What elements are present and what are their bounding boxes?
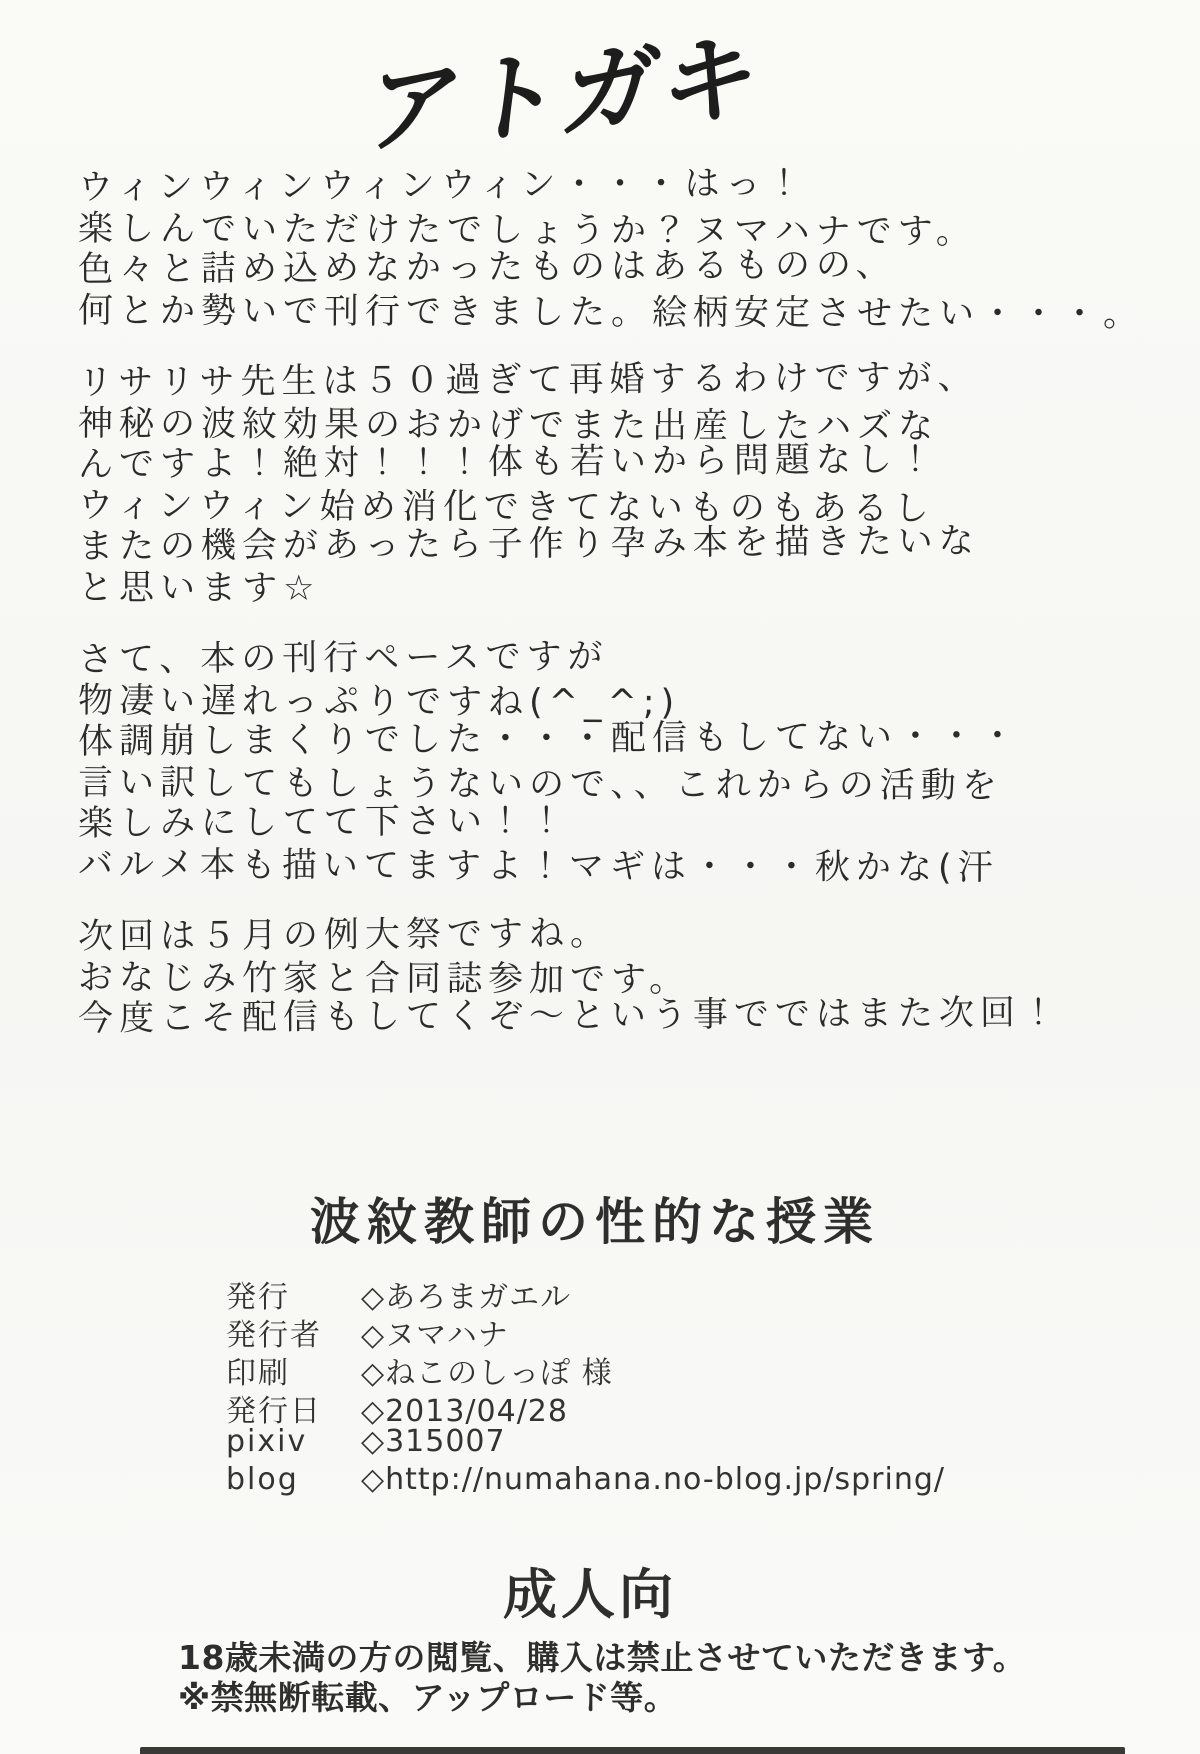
colophon-row: [226, 1272, 945, 1315]
colophon-row: [226, 1310, 945, 1353]
disclaimer: [178, 1638, 1178, 1718]
colophon-row: [226, 1462, 945, 1500]
afterword-line: さて、本の刊行ペースですが: [77, 636, 609, 680]
colophon-value: ◇http://numahana.no-blog.jp/spring/: [361, 1462, 945, 1497]
afterword-line: 楽しみにしてて下さい！！: [77, 800, 571, 844]
colophon-label: 印刷: [226, 1356, 290, 1391]
colophon-value: ◇ねこのしっぽ 様: [361, 1356, 613, 1391]
afterword-line: またの機会があったら子作り孕み本を描きたいな: [77, 521, 980, 567]
disclaimer-line: 18歳未満の方の閲覧、購入は禁止させていただきます。: [178, 1638, 1027, 1677]
colophon-value: ◇あろまガエル: [361, 1280, 572, 1315]
colophon-value: ◇ヌマハナ: [361, 1318, 509, 1353]
afterword-line: 次回は５月の例大祭ですね。: [77, 913, 612, 957]
afterword-line: 物凄い遅れっぷりですね(^_^;): [77, 681, 681, 724]
afterword-body: [77, 163, 1145, 1071]
colophon-label: pixiv: [226, 1424, 308, 1459]
afterword-line: 何とか勢いで刊行できました。絵柄安定させたい・・・。: [77, 291, 1145, 335]
colophon-value: ◇2013/04/28: [361, 1394, 568, 1429]
disclaimer-line: ※禁無断転載、アップロード等。: [178, 1678, 678, 1717]
afterword-line: 色々と詰め込めなかったものはあるものの、: [77, 244, 897, 290]
afterword-line: 今度こそ配信もしてくぞ～という事でではまた次回！: [77, 992, 1063, 1039]
adult-rating-heading: 成人向: [503, 1563, 677, 1626]
page-title: アトガキ: [359, 20, 769, 169]
afterword-line: と思います☆: [77, 568, 321, 609]
book-title: 波紋教師の性的な授業: [310, 1193, 880, 1251]
afterword-line: ウィンウィン始め消化できてないものもあるし: [77, 486, 935, 529]
colophon-label: 発行日: [226, 1394, 322, 1429]
colophon-label: blog: [226, 1462, 299, 1497]
colophon-row: [226, 1348, 945, 1391]
scan-edge-bar: [140, 1747, 1125, 1754]
afterword-paragraph: [77, 357, 1128, 609]
colophon-label: 発行者: [226, 1318, 322, 1353]
afterword-line: リサリサ先生は５０過ぎて再婚するわけですが、: [77, 357, 979, 403]
afterword-paragraph: [77, 163, 1145, 335]
afterword-paragraph: [77, 913, 1128, 1040]
afterword-line: ウィンウィンウィンウィン・・・はっ！: [77, 163, 808, 208]
afterword-line: バルメ本も描いてますよ！マギは・・・秋かな(汗: [77, 845, 999, 889]
afterword-line: おなじみ竹家と合同誌参加です。: [77, 958, 691, 1001]
afterword-line: 楽しんでいただけたでしょうか？ヌマハナです。: [77, 209, 977, 253]
colophon-value: ◇315007: [361, 1424, 506, 1459]
afterword-line: 言い訳してもしょうないので、、これからの活動を: [77, 763, 1003, 807]
afterword-line: んですよ！絶対！！！体も若いから問題なし！: [77, 439, 940, 485]
afterword-paragraph: [77, 636, 1128, 889]
colophon-label: 発行: [226, 1280, 290, 1315]
afterword-line: 神秘の波紋効果のおかげでまた出産したハズな: [77, 404, 940, 448]
afterword-line: 体調崩しまくりでした・・・配信もしてない・・・: [77, 716, 1022, 762]
colophon: [226, 1272, 945, 1500]
colophon-row: [226, 1424, 945, 1462]
